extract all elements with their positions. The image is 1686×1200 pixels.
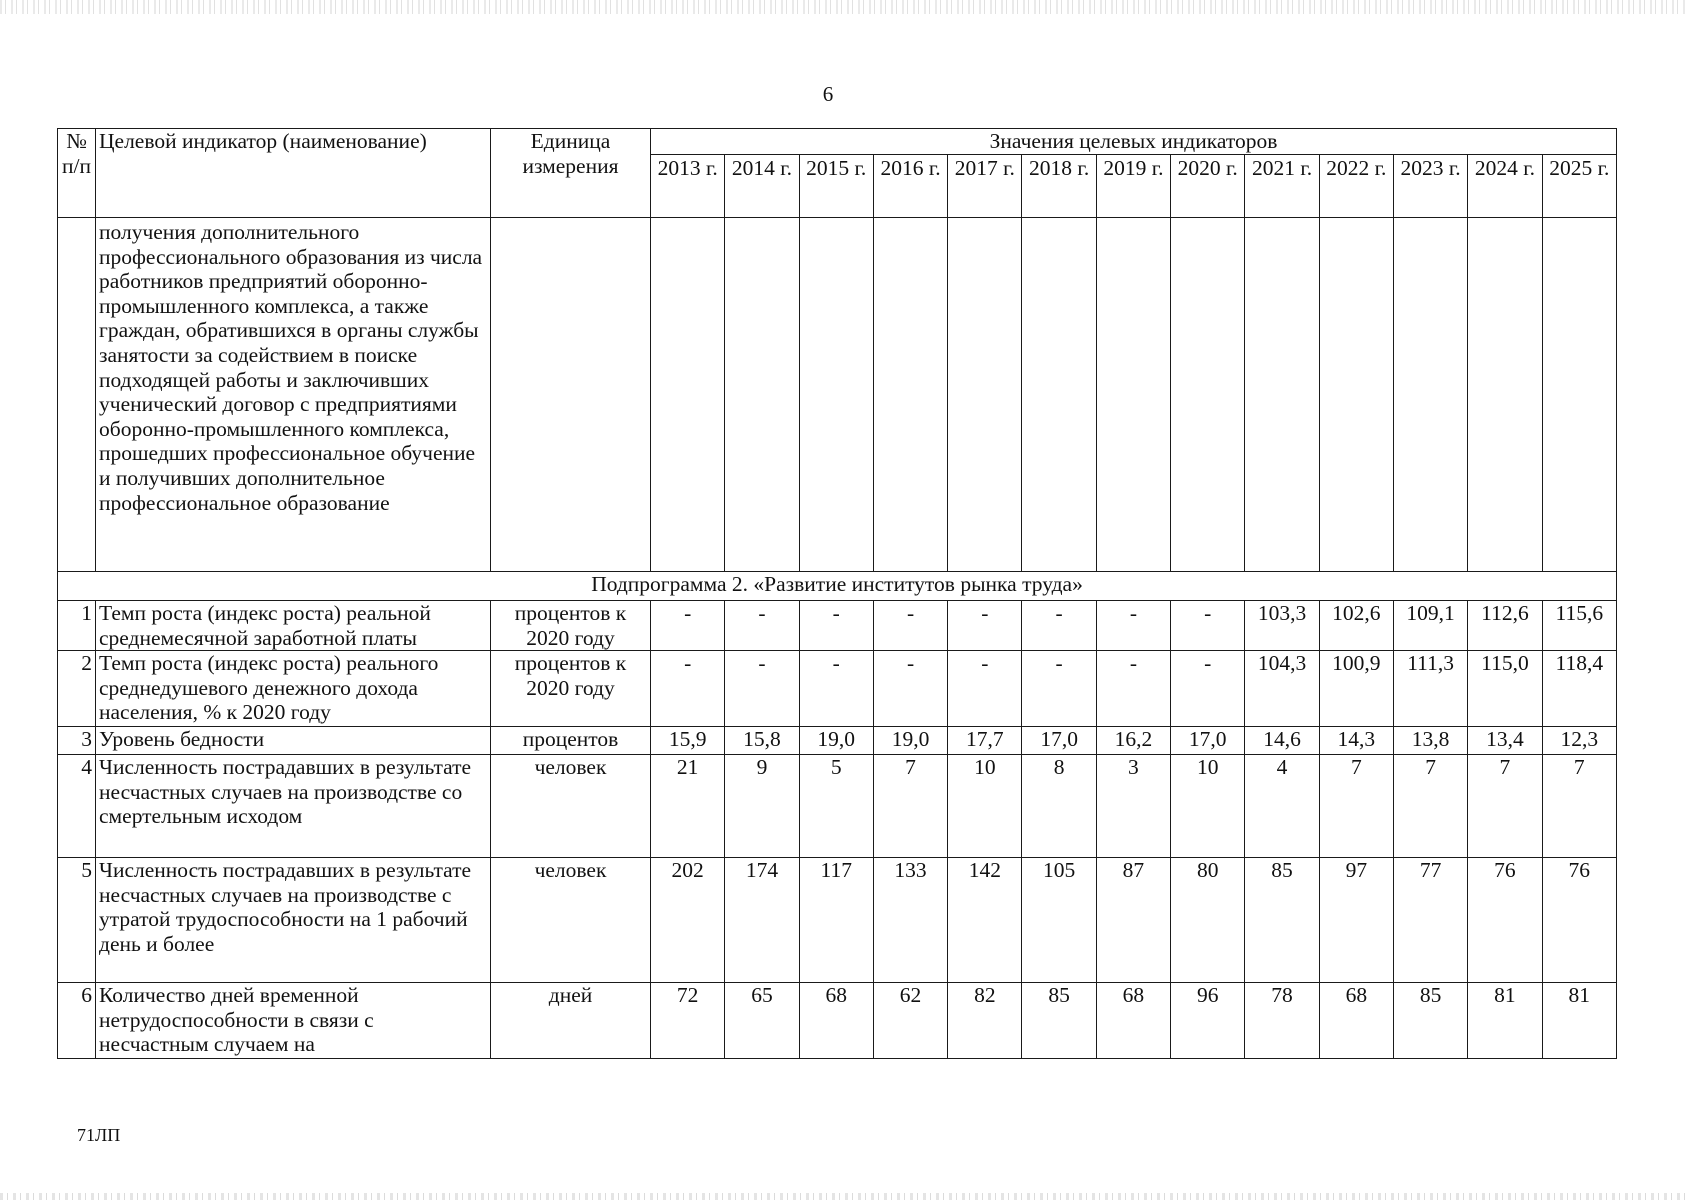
cell-value: 7 [873, 755, 947, 858]
cell-value: 109,1 [1393, 601, 1467, 651]
header-year: 2024 г. [1468, 155, 1542, 218]
cell-value: 100,9 [1319, 651, 1393, 727]
cell-value: 77 [1393, 858, 1467, 983]
cell-value: 112,6 [1468, 601, 1542, 651]
scan-edge-bottom [0, 1193, 1686, 1200]
header-no: № п/п [58, 129, 96, 218]
cell-value: 68 [1096, 983, 1170, 1059]
cell-name: Темп роста (индекс роста) реального среднедушевого денежного дохода населения, % к 2020 году [96, 651, 491, 727]
cell-value: 65 [725, 983, 799, 1059]
cell-unit: дней [491, 983, 651, 1059]
table-row-continuation [58, 218, 1617, 572]
cell-value: 7 [1319, 755, 1393, 858]
cell-no: 6 [58, 983, 96, 1059]
cell-value: - [948, 601, 1022, 651]
header-year: 2023 г. [1393, 155, 1467, 218]
cell-value [948, 218, 1022, 572]
cell-value: 10 [1171, 755, 1245, 858]
header-year: 2025 г. [1542, 155, 1616, 218]
cell-value [1542, 218, 1616, 572]
table-row [58, 755, 1617, 858]
cell-value: 5 [799, 755, 873, 858]
scan-edge-top [0, 0, 1686, 14]
cell-value: 76 [1468, 858, 1542, 983]
header-year: 2014 г. [725, 155, 799, 218]
cell-value: 17,0 [1022, 727, 1096, 755]
cell-value: 142 [948, 858, 1022, 983]
header-unit: Единица измерения [491, 129, 651, 218]
cell-value: - [1171, 601, 1245, 651]
header-year: 2019 г. [1096, 155, 1170, 218]
cell-value: 96 [1171, 983, 1245, 1059]
cell-name: Численность пострадавших в результате несчастных случаев на производстве с утратой трудоспособности на 1 рабочий день и более [96, 858, 491, 983]
cell-value: - [651, 601, 725, 651]
cell-value: 21 [651, 755, 725, 858]
cell-value: 81 [1468, 983, 1542, 1059]
page-number: 6 [822, 82, 834, 106]
table-header [58, 129, 1617, 218]
cell-unit: процентов [491, 727, 651, 755]
cell-value: 8 [1022, 755, 1096, 858]
cell-value: 117 [799, 858, 873, 983]
cell-value [1245, 218, 1319, 572]
cell-value: 9 [725, 755, 799, 858]
cell-value: 85 [1022, 983, 1096, 1059]
cell-value: - [799, 651, 873, 727]
cell-value: 104,3 [1245, 651, 1319, 727]
cell-value: 85 [1245, 858, 1319, 983]
cell-value [651, 218, 725, 572]
cell-value [799, 218, 873, 572]
cell-value: 16,2 [1096, 727, 1170, 755]
section-row [58, 572, 1617, 601]
cell-value: 80 [1171, 858, 1245, 983]
cell-unit [491, 218, 651, 572]
cell-no: 5 [58, 858, 96, 983]
cell-value: - [651, 651, 725, 727]
footer-code: 71ЛП [77, 1125, 121, 1145]
cell-value: - [873, 601, 947, 651]
header-values-group: Значения целевых индикаторов [651, 129, 1617, 155]
cell-value: 13,4 [1468, 727, 1542, 755]
cell-value: 174 [725, 858, 799, 983]
cell-value: 3 [1096, 755, 1170, 858]
cell-value: 17,7 [948, 727, 1022, 755]
header-year: 2020 г. [1171, 155, 1245, 218]
cell-value: 15,9 [651, 727, 725, 755]
header-year: 2021 г. [1245, 155, 1319, 218]
table-row [58, 858, 1617, 983]
cell-no: 1 [58, 601, 96, 651]
cell-value: 19,0 [873, 727, 947, 755]
header-year: 2018 г. [1022, 155, 1096, 218]
table-row [58, 727, 1617, 755]
cell-name: Численность пострадавших в результате несчастных случаев на производстве со смертельным исходом [96, 755, 491, 858]
cell-name: Уровень бедности [96, 727, 491, 755]
cell-value [725, 218, 799, 572]
cell-value: 76 [1542, 858, 1616, 983]
header-year: 2013 г. [651, 155, 725, 218]
cell-value: 7 [1542, 755, 1616, 858]
cell-value: - [948, 651, 1022, 727]
cell-unit: процентов к 2020 году [491, 651, 651, 727]
cell-value: 105 [1022, 858, 1096, 983]
indicators-table [57, 128, 1617, 1059]
cell-value: - [725, 601, 799, 651]
table-row [58, 651, 1617, 727]
table-body [58, 218, 1617, 1059]
cell-name: Темп роста (индекс роста) реальной среднемесячной заработной платы [96, 601, 491, 651]
cell-value: 78 [1245, 983, 1319, 1059]
cell-value: 12,3 [1542, 727, 1616, 755]
cell-value: 7 [1468, 755, 1542, 858]
header-name: Целевой индикатор (наименование) [96, 129, 491, 218]
cell-value [1319, 218, 1393, 572]
cell-value [1171, 218, 1245, 572]
header-year: 2022 г. [1319, 155, 1393, 218]
cell-value: 14,3 [1319, 727, 1393, 755]
cell-no: 3 [58, 727, 96, 755]
cell-value: 68 [799, 983, 873, 1059]
cell-name: получения дополнительного профессионального образования из числа работников предприятий оборонно-промышленного комплекса, а также граждан, обратившихся в органы службы занятости за содействием в поиске подходящей работы и заключивших ученический договор с предприятиями оборонно-промышленного комплекса, прошедших профессиональное обучение и получивших дополнительное профессиональное образование [96, 218, 491, 572]
cell-value: 17,0 [1171, 727, 1245, 755]
cell-value: 85 [1393, 983, 1467, 1059]
cell-value: 81 [1542, 983, 1616, 1059]
cell-value: - [725, 651, 799, 727]
cell-value: 82 [948, 983, 1022, 1059]
cell-value: - [1022, 651, 1096, 727]
cell-value: 111,3 [1393, 651, 1467, 727]
cell-unit: человек [491, 755, 651, 858]
cell-value: 13,8 [1393, 727, 1467, 755]
cell-value: 115,6 [1542, 601, 1616, 651]
cell-value: 115,0 [1468, 651, 1542, 727]
table-row [58, 983, 1617, 1059]
cell-value [1468, 218, 1542, 572]
cell-unit: человек [491, 858, 651, 983]
cell-no [58, 218, 96, 572]
cell-value: 7 [1393, 755, 1467, 858]
cell-value: 133 [873, 858, 947, 983]
header-year: 2016 г. [873, 155, 947, 218]
cell-value: - [1022, 601, 1096, 651]
cell-value: 102,6 [1319, 601, 1393, 651]
cell-value: 72 [651, 983, 725, 1059]
cell-value: 4 [1245, 755, 1319, 858]
cell-value: 97 [1319, 858, 1393, 983]
cell-value: - [1096, 601, 1170, 651]
cell-value: 202 [651, 858, 725, 983]
table-row [58, 601, 1617, 651]
cell-unit: процентов к 2020 году [491, 601, 651, 651]
cell-value: - [873, 651, 947, 727]
cell-value [1096, 218, 1170, 572]
cell-value: 15,8 [725, 727, 799, 755]
cell-value [1022, 218, 1096, 572]
cell-value: 118,4 [1542, 651, 1616, 727]
cell-name: Количество дней временной нетрудоспособности в связи с несчастным случаем на [96, 983, 491, 1059]
cell-no: 2 [58, 651, 96, 727]
section-title: Подпрограмма 2. «Развитие институтов рынка труда» [58, 572, 1617, 601]
cell-no: 4 [58, 755, 96, 858]
cell-value: 68 [1319, 983, 1393, 1059]
cell-value: - [799, 601, 873, 651]
cell-value: 87 [1096, 858, 1170, 983]
cell-value: 103,3 [1245, 601, 1319, 651]
cell-value: 10 [948, 755, 1022, 858]
cell-value [1393, 218, 1467, 572]
cell-value: 14,6 [1245, 727, 1319, 755]
cell-value: 19,0 [799, 727, 873, 755]
cell-value: - [1171, 651, 1245, 727]
header-year: 2015 г. [799, 155, 873, 218]
header-year: 2017 г. [948, 155, 1022, 218]
cell-value [873, 218, 947, 572]
cell-value: - [1096, 651, 1170, 727]
cell-value: 62 [873, 983, 947, 1059]
